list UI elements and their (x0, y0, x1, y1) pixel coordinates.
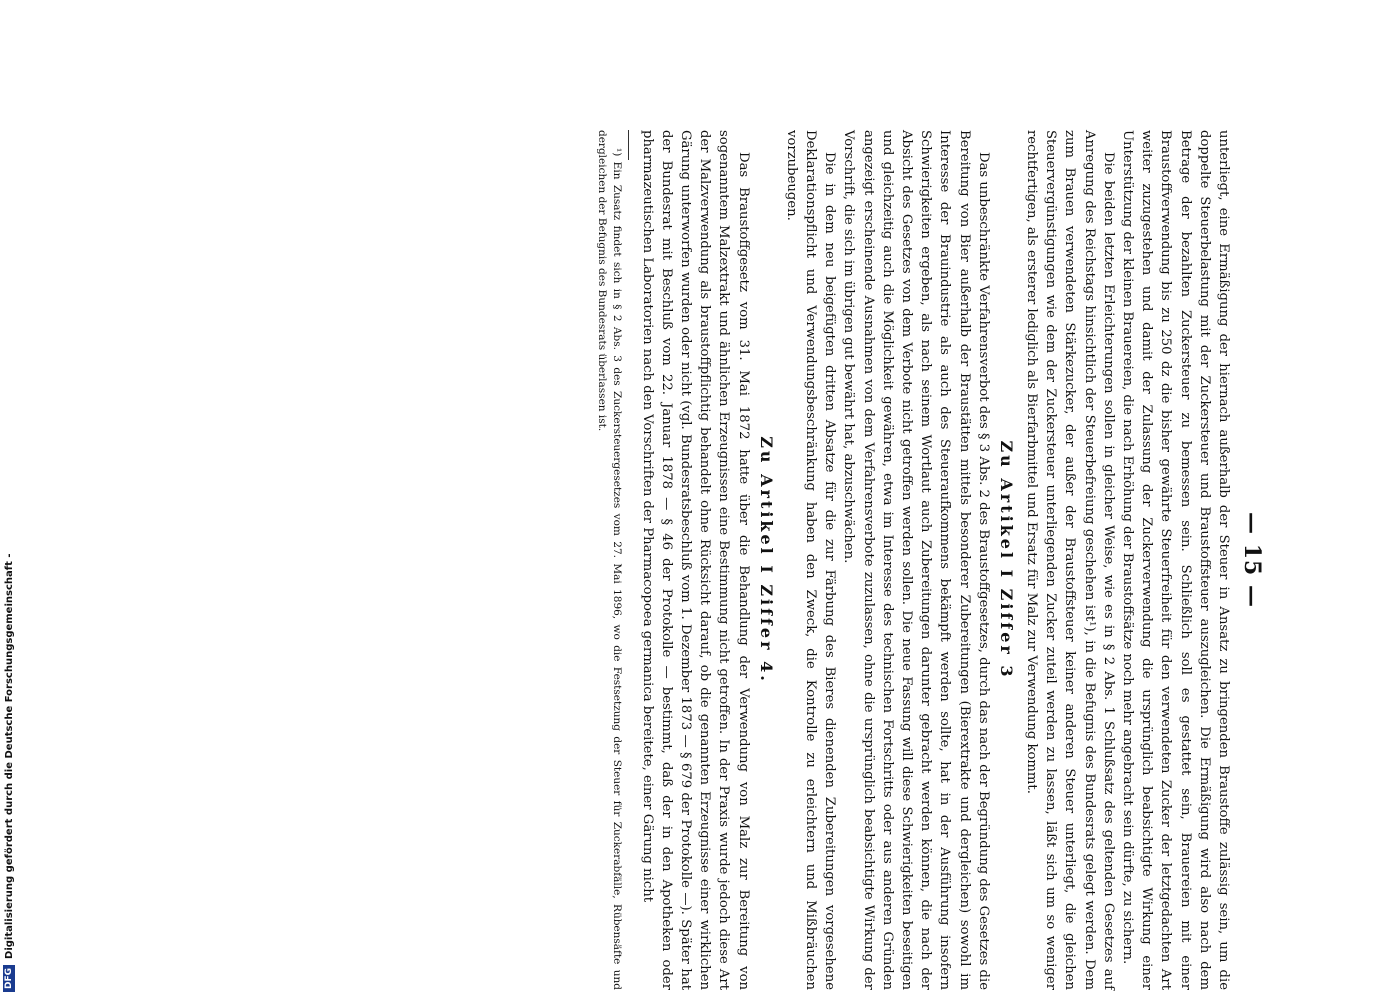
dfg-logo: DFG (3, 965, 15, 992)
footnote-divider (628, 130, 629, 160)
paragraph-5: Das Braustoffgesetz vom 31. Mai 1872 hatte über die Behandlung der Verwendung von Malz zur Bereitung von sogenanntem Malzextrakt und ähnlichen Erzeugnissen eine Bestimmung nicht getroffen. In der Praxis wurde jedoch diese Art der Malzverwendung als braustoffpflichtig behandelt ohne Rücksicht darauf, ob die genannten Erzeugnisse einer wirklichen Gärung unterworfen wurden oder nicht (vgl. Bundesratsbeschluß vom 1. Dezember 1873 — § 679 der Protokolle —). Später hat der Bundesrat mit Beschluß vom 22. Januar 1878 — § 46 der Protokolle — bestimmt, daß der in den Apotheken oder pharmazeutischen Laboratorien nach den Vorschriften der Pharmacopoea germanica bereitete, einer Gärung nicht (639, 130, 751, 990)
footnote: ¹) Ein Zusatz findet sich in § 2 Abs. 3 des Zuckersteuergesetzes vom 27. Mai 1896, wo die Festsetzung der Steuer für Zuckerabfälle, Rübensäfte und dergleichen der Befugnis des Bundesrats überlassen ist. (596, 130, 624, 990)
credit-text: Digitalisierung gefördert durch die Deutsche Forschungsgemeinschaft - (3, 553, 15, 959)
paragraph-4: Die in dem neu beigefügten dritten Absatze für die zur Färbung des Bieres dienenden Zubereitungen vorgesehene Deklarationspflicht und Verwendungsbeschränkung haben den Zweck, die Kontrolle zu erleichtern und Mißbräuchen vorzubeugen. (783, 130, 838, 990)
paragraph-2: Die beiden letzten Erleichterungen sollen in gleicher Weise, wie es in § 2 Abs. 1 Schlußsatz des geltenden Gesetzes auf Anregung des Reichstags hinsichtlich der Steuerbefreiung geschehen ist¹), in die Befugnis des Bundesrats gelegt werden. Dem zum Brauen verwendeten Stärkezucker, der außer der Braustoffsteuer keiner anderen Steuer unterliegt, die gleichen Steuervergünstigungen wie dem der Zuckersteuer unterliegenden Zucker zuteil werden zu lassen, läßt sich um so weniger rechtfertigen, als ersterer lediglich als Bierfarbmittel und Ersatz für Malz zur Verwendung kommt. (1023, 130, 1116, 990)
paragraph-1: unterliegt, eine Ermäßigung der hiernach außerhalb der Steuer in Ansatz zu bringenden Braustoffe zulässig sein, um die doppelte Steuerbelastung mit der Zuckersteuer und Braustoffsteuer auszugleichen. Die Ermäßigung wird also nach dem Betrage der bezahlten Zuckersteuer zu bemessen sein. Schließlich soll es gestattet sein, Brauereien mit einer Braustoffverwendung bis zu 250 dz die bisher gewährte Steuerfreiheit für den verwendeten Zucker der letztgedachten Art weiter zuzugestehen und damit der Zulassung der Zuckerverwendung die ursprünglich beabsichtigte Wirkung einer Unterstützung der kleinen Brauereien, die nach Erhöhung der Braustoffsätze noch mehr angebracht sein dürfte, zu sichern. (1119, 130, 1231, 990)
digitization-credit (2, 2, 16, 992)
section-heading-2: Zu Artikel I Ziffer 4. (756, 436, 776, 684)
rotated-page (165, 130, 1265, 990)
section-heading-1: Zu Artikel I Ziffer 3 (996, 440, 1016, 680)
paragraph-3: Das unbeschränkte Verfahrensverbot des § 3 Abs. 2 des Braustoffgesetzes, durch das nach der Begründung des Gesetzes die Bereitung von Bier außerhalb der Braustätten mittels besonderer Zubereitungen (Bierextrakte und dergleichen) sowohl im Interesse der Brauindustrie als auch des Steueraufkommens bekämpft werden sollte, hat in der Ausführung insofern Schwierigkeiten ergeben, als nach seinem Wortlaut auch Zubereitungen darunter gebracht werden können, die nach der Absicht des Gesetzes von dem Verbote nicht getroffen werden sollen. Die neue Fassung will diese Schwierigkeiten beseitigen und gleichzeitig auch die Möglichkeit gewähren, etwa im Interesse des technischen Fortschritts oder aus anderen Gründen angezeigt erscheinende Ausnahmen von dem Verfahrensverbote zuzulassen, ohne die ursprünglich beabsichtigte Wirkung der Vorschrift, die sich im übrigen gut bewährt hat, abzuschwächen. (841, 130, 991, 990)
page-number: — 15 — (1239, 512, 1265, 608)
